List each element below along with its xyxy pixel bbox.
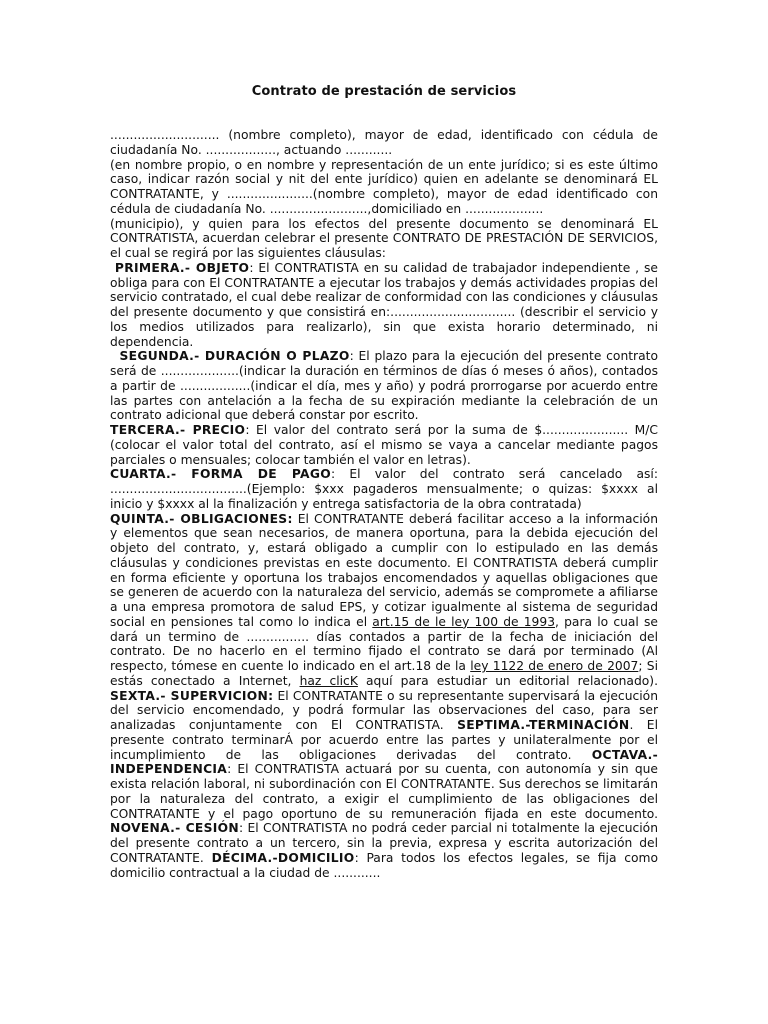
document-title: Contrato de prestación de servicios bbox=[251, 84, 517, 99]
clause-quinta-heading: QUINTA.- OBLIGACIONES: bbox=[110, 511, 293, 526]
clause-quinta-text-b: , para lo cual se dará un termino de ................ días contados a partir de la fecha de iniciación del contrato. De no hacerlo en el termino fijado el contrato se dará por terminado (Al respecto, tómese en cuente lo indicado en el art.18 de la bbox=[110, 614, 658, 673]
clause-septima-heading: SEPTIMA.-TERMINACIÓN bbox=[457, 718, 630, 732]
clause-sexta-text: El CONTRATANTE o su representante supervisará la ejecución del servicio encomendado, y podrá formular las observaciones del caso, para ser analizadas conjuntamente con El CONTRATISTA. bbox=[110, 688, 658, 732]
clause-tercera-heading: TERCERA.- PRECIO bbox=[110, 423, 246, 437]
clause-cuarta bbox=[110, 467, 658, 511]
intro-text-1: (nombre completo), mayor de edad, identificado con cédula de ciudadanía No. .................., actuando ............ bbox=[110, 128, 658, 157]
link-ley-100[interactable]: art.15 de le ley 100 de 1993 bbox=[372, 614, 556, 629]
document-body bbox=[110, 128, 658, 880]
clause-segunda bbox=[110, 349, 658, 423]
intro-paragraph bbox=[110, 128, 658, 158]
clause-sexta-heading: SEXTA.- SUPERVICION: bbox=[110, 688, 274, 703]
intro-name-blank: ............................ bbox=[110, 128, 220, 142]
clause-octava-heading: OCTAVA.- INDEPENDENCIA bbox=[110, 747, 658, 777]
clause-primera-text: : El CONTRATISTA en su calidad de trabajador independiente , se obliga para con El CONTRATANTE a ejecutar los trabajos y demás actividades propias del servicio contratado, el cual debe realizar de conformidad con las condiciones y cláusulas del presente documento y que consistirá en:................................ (describir el servicio y los medios utilizados para realizarlo), sin que exista horario determinado, ni dependencia. bbox=[110, 260, 658, 349]
clause-quinta-text-d: aquí para estudiar un editorial relacionado). bbox=[357, 673, 658, 688]
clause-decima-text: : Para todos los efectos legales, se fija como domicilio contractual a la ciudad de ............ bbox=[110, 850, 658, 880]
clause-tercera bbox=[110, 423, 658, 467]
clause-segunda-text: : El plazo para la ejecución del presente contrato será de ....................(indicar la duración en términos de días ó meses ó años), contados a partir de ..................(indicar el día, mes y año) y podrá prorrogarse por acuerdo entre las partes con antelación a la fecha de su expiración mediante la celebración de un contrato adicional que deberá constar por escrito. bbox=[110, 349, 658, 423]
link-haz-click[interactable]: haz clicK bbox=[299, 673, 358, 688]
clause-quinta-text-c: ; Si estás conectado a Internet, bbox=[110, 659, 659, 688]
clause-cuarta-text: : El valor del contrato será cancelado así: ...................................(Ejemplo: $xxx pagaderos mensualmente; o quizas: $xxxx al inicio y $xxxx al la finalización y entrega satisfactoria de la obra contratada) bbox=[110, 467, 658, 511]
intro-paragraph-3: (municipio), y quien para los efectos del presente documento se denominará EL CONTRATISTA, acuerdan celebrar el presente CONTRATO DE PRESTACIÓN DE SERVICIOS, el cual se regirá por las siguientes cláusulas: bbox=[110, 216, 658, 260]
clause-septima-text: . El presente contrato terminarÁ por acuerdo entre las partes y unilateralmente por el incumplimiento de las obligaciones derivadas del contrato. bbox=[110, 718, 658, 762]
clause-novena-text: : El CONTRATISTA no podrá ceder parcial ni totalmente la ejecución del presente contrato a un tercero, sin la previa, expresa y escrita autorización del CONTRATANTE. bbox=[110, 821, 658, 865]
clause-cuarta-heading: CUARTA.- FORMA DE PAGO bbox=[110, 467, 331, 482]
link-ley-1122[interactable]: ley 1122 de enero de 2007 bbox=[470, 659, 639, 673]
clause-quinta-text-a: El CONTRATANTE deberá facilitar acceso a la información y elementos que sean necesarios, de manera oportuna, para la debida ejecución del objeto del contrato, y, estará obligado a cumplir con lo estipulado en las demás cláusulas y condiciones previstas en este documento. El CONTRATISTA deberá cumplir en forma eficiente y oportuna los trabajos encomendados y aquellas obligaciones que se generen de acuerdo con la naturaleza del servicio, además se compromete a afiliarse a una empresa promotora de salud EPS, y cotizar igualmente al sistema de seguridad social en pensiones tal como lo indica el bbox=[110, 511, 658, 629]
clause-octava-text: : El CONTRATISTA actuará por su cuenta, con autonomía y sin que exista relación laboral, ni subordinación con El CONTRATANTE. Sus derechos se limitarán por la naturaleza del contrato, a exigir el cumplimiento de las obligaciones del CONTRATANTE y el pago oportuno de su remuneración fijada en este documento. bbox=[110, 762, 658, 821]
clause-novena-heading: NOVENA.- CESIÓN bbox=[110, 821, 239, 836]
clause-decima-heading: DÉCIMA.-DOMICILIO bbox=[211, 850, 355, 865]
clause-primera bbox=[110, 261, 658, 350]
intro-paragraph-2: (en nombre propio, o en nombre y representación de un ente jurídico; si es este último caso, indicar razón social y nit del ente jurídico) quien en adelante se denominará EL CONTRATANTE, y ......................(nombre completo), mayor de edad identificado con cédula de ciudadanía No. .........................,domiciliado en .................... bbox=[110, 157, 658, 216]
clause-segunda-heading: SEGUNDA.- DURACIÓN O PLAZO bbox=[119, 349, 350, 364]
clause-primera-heading: PRIMERA.- OBJETO bbox=[114, 260, 250, 275]
clause-quinta-to-decima bbox=[110, 512, 658, 881]
clause-tercera-text: : El valor del contrato será por la suma de $...................... M/C (colocar el valor total del contrato, así el mismo se vaya a cancelar mediante pagos parciales o mensuales; colocar también el valor en letras). bbox=[110, 423, 659, 467]
